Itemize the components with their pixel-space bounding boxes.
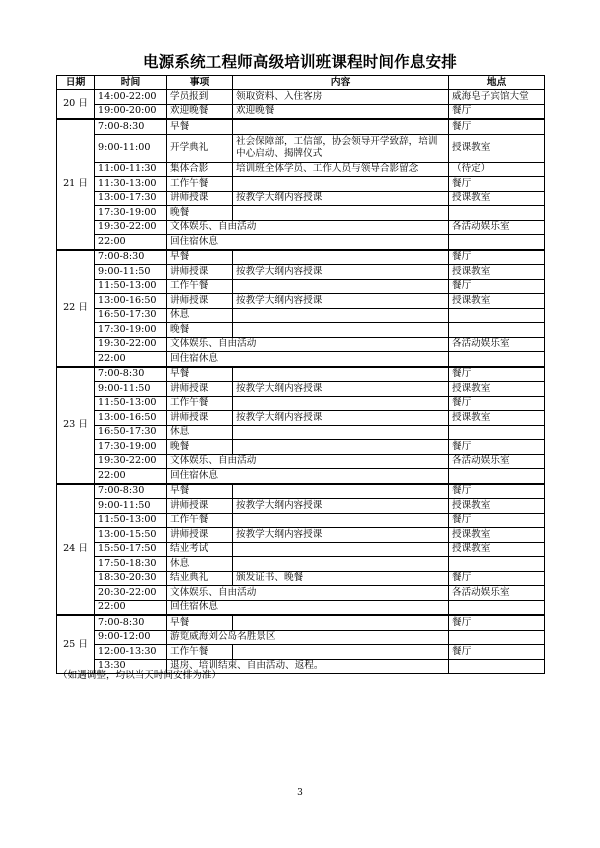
item-cell: 早餐 (167, 367, 233, 382)
table-row (57, 323, 545, 338)
date-cell: 21 日 (57, 119, 95, 250)
date-cell: 24 日 (57, 484, 95, 616)
item-cell: 工作午餐 (167, 396, 233, 411)
time-cell: 22:00 (95, 352, 167, 367)
table-row (57, 206, 545, 221)
time-cell: 19:30-22:00 (95, 220, 167, 235)
table-row (57, 396, 545, 411)
content-cell: 欢迎晚餐 (233, 104, 449, 119)
table-row (57, 352, 545, 367)
item-cell: 讲师授课 (167, 528, 233, 543)
place-cell: 授课教室 (449, 411, 545, 426)
table-row (57, 630, 545, 645)
content-cell: 按教学大纲内容授课 (233, 294, 449, 309)
item-cell: 游览威海刘公岛名胜景区 (167, 630, 449, 645)
time-cell: 16:50-17:30 (95, 308, 167, 323)
time-cell: 22:00 (95, 600, 167, 615)
table-row (57, 425, 545, 440)
time-cell: 17:30-19:00 (95, 323, 167, 338)
place-cell: 餐厅 (449, 513, 545, 528)
content-cell: 培训班全体学员、工作人员与领导合影留念 (233, 162, 449, 177)
table-row (57, 557, 545, 572)
item-cell: 回住宿休息 (167, 235, 449, 250)
place-cell: 餐厅 (449, 615, 545, 630)
time-cell: 22:00 (95, 235, 167, 250)
place-cell: 餐厅 (449, 396, 545, 411)
content-cell (233, 308, 449, 323)
table-row (57, 411, 545, 426)
time-cell: 7:00-8:30 (95, 250, 167, 265)
time-cell: 9:00-11:50 (95, 499, 167, 514)
place-cell: 威海皂子宾馆大堂 (449, 90, 545, 105)
time-cell: 12:00-13:30 (95, 645, 167, 660)
place-cell: （待定） (449, 162, 545, 177)
time-cell: 22:00 (95, 469, 167, 484)
time-cell: 9:00-11:00 (95, 134, 167, 162)
place-cell (449, 600, 545, 615)
place-cell (449, 235, 545, 250)
time-cell: 18:30-20:30 (95, 571, 167, 586)
schedule-table (56, 75, 545, 674)
place-cell: 授课教室 (449, 294, 545, 309)
content-cell (233, 119, 449, 134)
place-cell: 餐厅 (449, 177, 545, 192)
table-row (57, 615, 545, 630)
item-cell: 讲师授课 (167, 411, 233, 426)
table-row (57, 513, 545, 528)
place-cell: 各活动娱乐室 (449, 454, 545, 469)
time-cell: 9:00-11:50 (95, 265, 167, 280)
time-cell: 7:00-8:30 (95, 615, 167, 630)
date-cell: 23 日 (57, 367, 95, 484)
table-row (57, 162, 545, 177)
header-item: 事项 (167, 76, 233, 90)
table-row (57, 119, 545, 134)
time-cell: 11:50-13:00 (95, 279, 167, 294)
content-cell (233, 177, 449, 192)
place-cell: 授课教室 (449, 191, 545, 206)
time-cell: 13:00-17:30 (95, 191, 167, 206)
table-row (57, 250, 545, 265)
place-cell: 各活动娱乐室 (449, 586, 545, 601)
place-cell: 餐厅 (449, 279, 545, 294)
table-row (57, 499, 545, 514)
content-cell: 社会保障部，工信部，协会领导开学致辞，培训中心启动、揭牌仪式 (233, 134, 449, 162)
place-cell: 餐厅 (449, 367, 545, 382)
time-cell: 14:00-22:00 (95, 90, 167, 105)
place-cell: 餐厅 (449, 571, 545, 586)
content-cell (233, 557, 449, 572)
table-row (57, 469, 545, 484)
item-cell: 工作午餐 (167, 279, 233, 294)
place-cell: 授课教室 (449, 499, 545, 514)
time-cell: 17:30-19:00 (95, 206, 167, 221)
table-row (57, 645, 545, 660)
table-row (57, 337, 545, 352)
content-cell (233, 206, 449, 221)
item-cell: 讲师授课 (167, 382, 233, 397)
header-content: 内容 (233, 76, 449, 90)
item-cell: 文体娱乐、自由活动 (167, 454, 449, 469)
table-row (57, 528, 545, 543)
item-cell: 学员报到 (167, 90, 233, 105)
item-cell: 集体合影 (167, 162, 233, 177)
item-cell: 休息 (167, 308, 233, 323)
item-cell: 讲师授课 (167, 499, 233, 514)
content-cell: 按教学大纲内容授课 (233, 265, 449, 280)
place-cell: 各活动娱乐室 (449, 220, 545, 235)
table-row (57, 308, 545, 323)
table-row (57, 220, 545, 235)
table-row (57, 294, 545, 309)
item-cell: 晚餐 (167, 323, 233, 338)
content-cell (233, 279, 449, 294)
item-cell: 休息 (167, 425, 233, 440)
time-cell: 16:50-17:30 (95, 425, 167, 440)
place-cell: 餐厅 (449, 440, 545, 455)
table-row (57, 571, 545, 586)
content-cell: 按教学大纲内容授课 (233, 528, 449, 543)
content-cell (233, 250, 449, 265)
header-place: 地点 (449, 76, 545, 90)
item-cell: 早餐 (167, 250, 233, 265)
time-cell: 7:00-8:30 (95, 484, 167, 499)
place-cell: 授课教室 (449, 542, 545, 557)
place-cell: 授课教室 (449, 382, 545, 397)
item-cell: 讲师授课 (167, 265, 233, 280)
content-cell (233, 513, 449, 528)
time-cell: 17:30-19:00 (95, 440, 167, 455)
table-row (57, 586, 545, 601)
place-cell (449, 659, 545, 674)
table-row (57, 177, 545, 192)
table-row (57, 134, 545, 162)
time-cell: 19:30-22:00 (95, 337, 167, 352)
date-cell: 20 日 (57, 90, 95, 120)
item-cell: 讲师授课 (167, 294, 233, 309)
place-cell (449, 425, 545, 440)
time-cell: 11:50-13:00 (95, 513, 167, 528)
time-cell: 15:50-17:50 (95, 542, 167, 557)
content-cell (233, 396, 449, 411)
place-cell: 各活动娱乐室 (449, 337, 545, 352)
item-cell: 晚餐 (167, 206, 233, 221)
content-cell: 按教学大纲内容授课 (233, 191, 449, 206)
item-cell: 文体娱乐、自由活动 (167, 220, 449, 235)
table-row (57, 382, 545, 397)
table-row (57, 265, 545, 280)
content-cell (233, 425, 449, 440)
time-cell: 17:50-18:30 (95, 557, 167, 572)
time-cell: 9:00-11:50 (95, 382, 167, 397)
place-cell: 餐厅 (449, 250, 545, 265)
place-cell (449, 557, 545, 572)
time-cell: 7:00-8:30 (95, 119, 167, 134)
time-cell: 9:00-12:00 (95, 630, 167, 645)
content-cell (233, 484, 449, 499)
time-cell: 11:00-11:30 (95, 162, 167, 177)
place-cell: 餐厅 (449, 484, 545, 499)
content-cell: 按教学大纲内容授课 (233, 382, 449, 397)
content-cell (233, 615, 449, 630)
item-cell: 早餐 (167, 615, 233, 630)
header-date: 日期 (57, 76, 95, 90)
place-cell (449, 308, 545, 323)
content-cell (233, 542, 449, 557)
content-cell: 领取资料、入住客房 (233, 90, 449, 105)
time-cell: 7:00-8:30 (95, 367, 167, 382)
place-cell (449, 352, 545, 367)
place-cell (449, 323, 545, 338)
content-cell (233, 440, 449, 455)
table-row (57, 191, 545, 206)
content-cell: 颁发证书、晚餐 (233, 571, 449, 586)
table-row (57, 235, 545, 250)
item-cell: 回住宿休息 (167, 600, 449, 615)
table-row (57, 90, 545, 105)
item-cell: 回住宿休息 (167, 469, 449, 484)
table-row (57, 454, 545, 469)
place-cell: 餐厅 (449, 104, 545, 119)
schedule-body (57, 90, 545, 674)
item-cell: 文体娱乐、自由活动 (167, 337, 449, 352)
item-cell: 退房、培训结束、自由活动、返程。 (167, 659, 449, 674)
item-cell: 工作午餐 (167, 645, 233, 660)
table-row (57, 542, 545, 557)
place-cell: 餐厅 (449, 645, 545, 660)
item-cell: 开学典礼 (167, 134, 233, 162)
table-row (57, 484, 545, 499)
item-cell: 工作午餐 (167, 513, 233, 528)
item-cell: 讲师授课 (167, 191, 233, 206)
page-title: 电源系统工程师高级培训班课程时间作息安排 (142, 53, 457, 71)
item-cell: 晚餐 (167, 440, 233, 455)
time-cell: 11:30-13:00 (95, 177, 167, 192)
time-cell: 19:30-22:00 (95, 454, 167, 469)
content-cell: 按教学大纲内容授课 (233, 411, 449, 426)
place-cell: 授课教室 (449, 265, 545, 280)
place-cell (449, 469, 545, 484)
item-cell: 结业典礼 (167, 571, 233, 586)
place-cell (449, 206, 545, 221)
place-cell: 餐厅 (449, 119, 545, 134)
header-time: 时间 (95, 76, 167, 90)
time-cell: 13:00-16:50 (95, 411, 167, 426)
footnote: （如遇调整，均以当天时间安排为准） (58, 670, 222, 681)
item-cell: 早餐 (167, 484, 233, 499)
content-cell: 按教学大纲内容授课 (233, 499, 449, 514)
date-cell: 22 日 (57, 250, 95, 367)
content-cell (233, 367, 449, 382)
place-cell: 授课教室 (449, 528, 545, 543)
time-cell: 13:00-16:50 (95, 294, 167, 309)
item-cell: 工作午餐 (167, 177, 233, 192)
time-cell: 13:30 (95, 659, 167, 674)
table-row (57, 279, 545, 294)
time-cell: 13:00-15:50 (95, 528, 167, 543)
item-cell: 结业考试 (167, 542, 233, 557)
item-cell: 欢迎晚餐 (167, 104, 233, 119)
table-header-row (57, 76, 545, 90)
table-row (57, 440, 545, 455)
content-cell (233, 645, 449, 660)
item-cell: 早餐 (167, 119, 233, 134)
table-row (57, 104, 545, 119)
place-cell: 授课教室 (449, 134, 545, 162)
time-cell: 19:00-20:00 (95, 104, 167, 119)
content-cell (233, 323, 449, 338)
time-cell: 20:30-22:00 (95, 586, 167, 601)
item-cell: 回住宿休息 (167, 352, 449, 367)
item-cell: 文体娱乐、自由活动 (167, 586, 449, 601)
item-cell: 休息 (167, 557, 233, 572)
table-row (57, 367, 545, 382)
place-cell (449, 630, 545, 645)
table-row (57, 600, 545, 615)
date-cell: 25 日 (57, 615, 95, 674)
page-number: 3 (297, 788, 303, 798)
time-cell: 11:50-13:00 (95, 396, 167, 411)
